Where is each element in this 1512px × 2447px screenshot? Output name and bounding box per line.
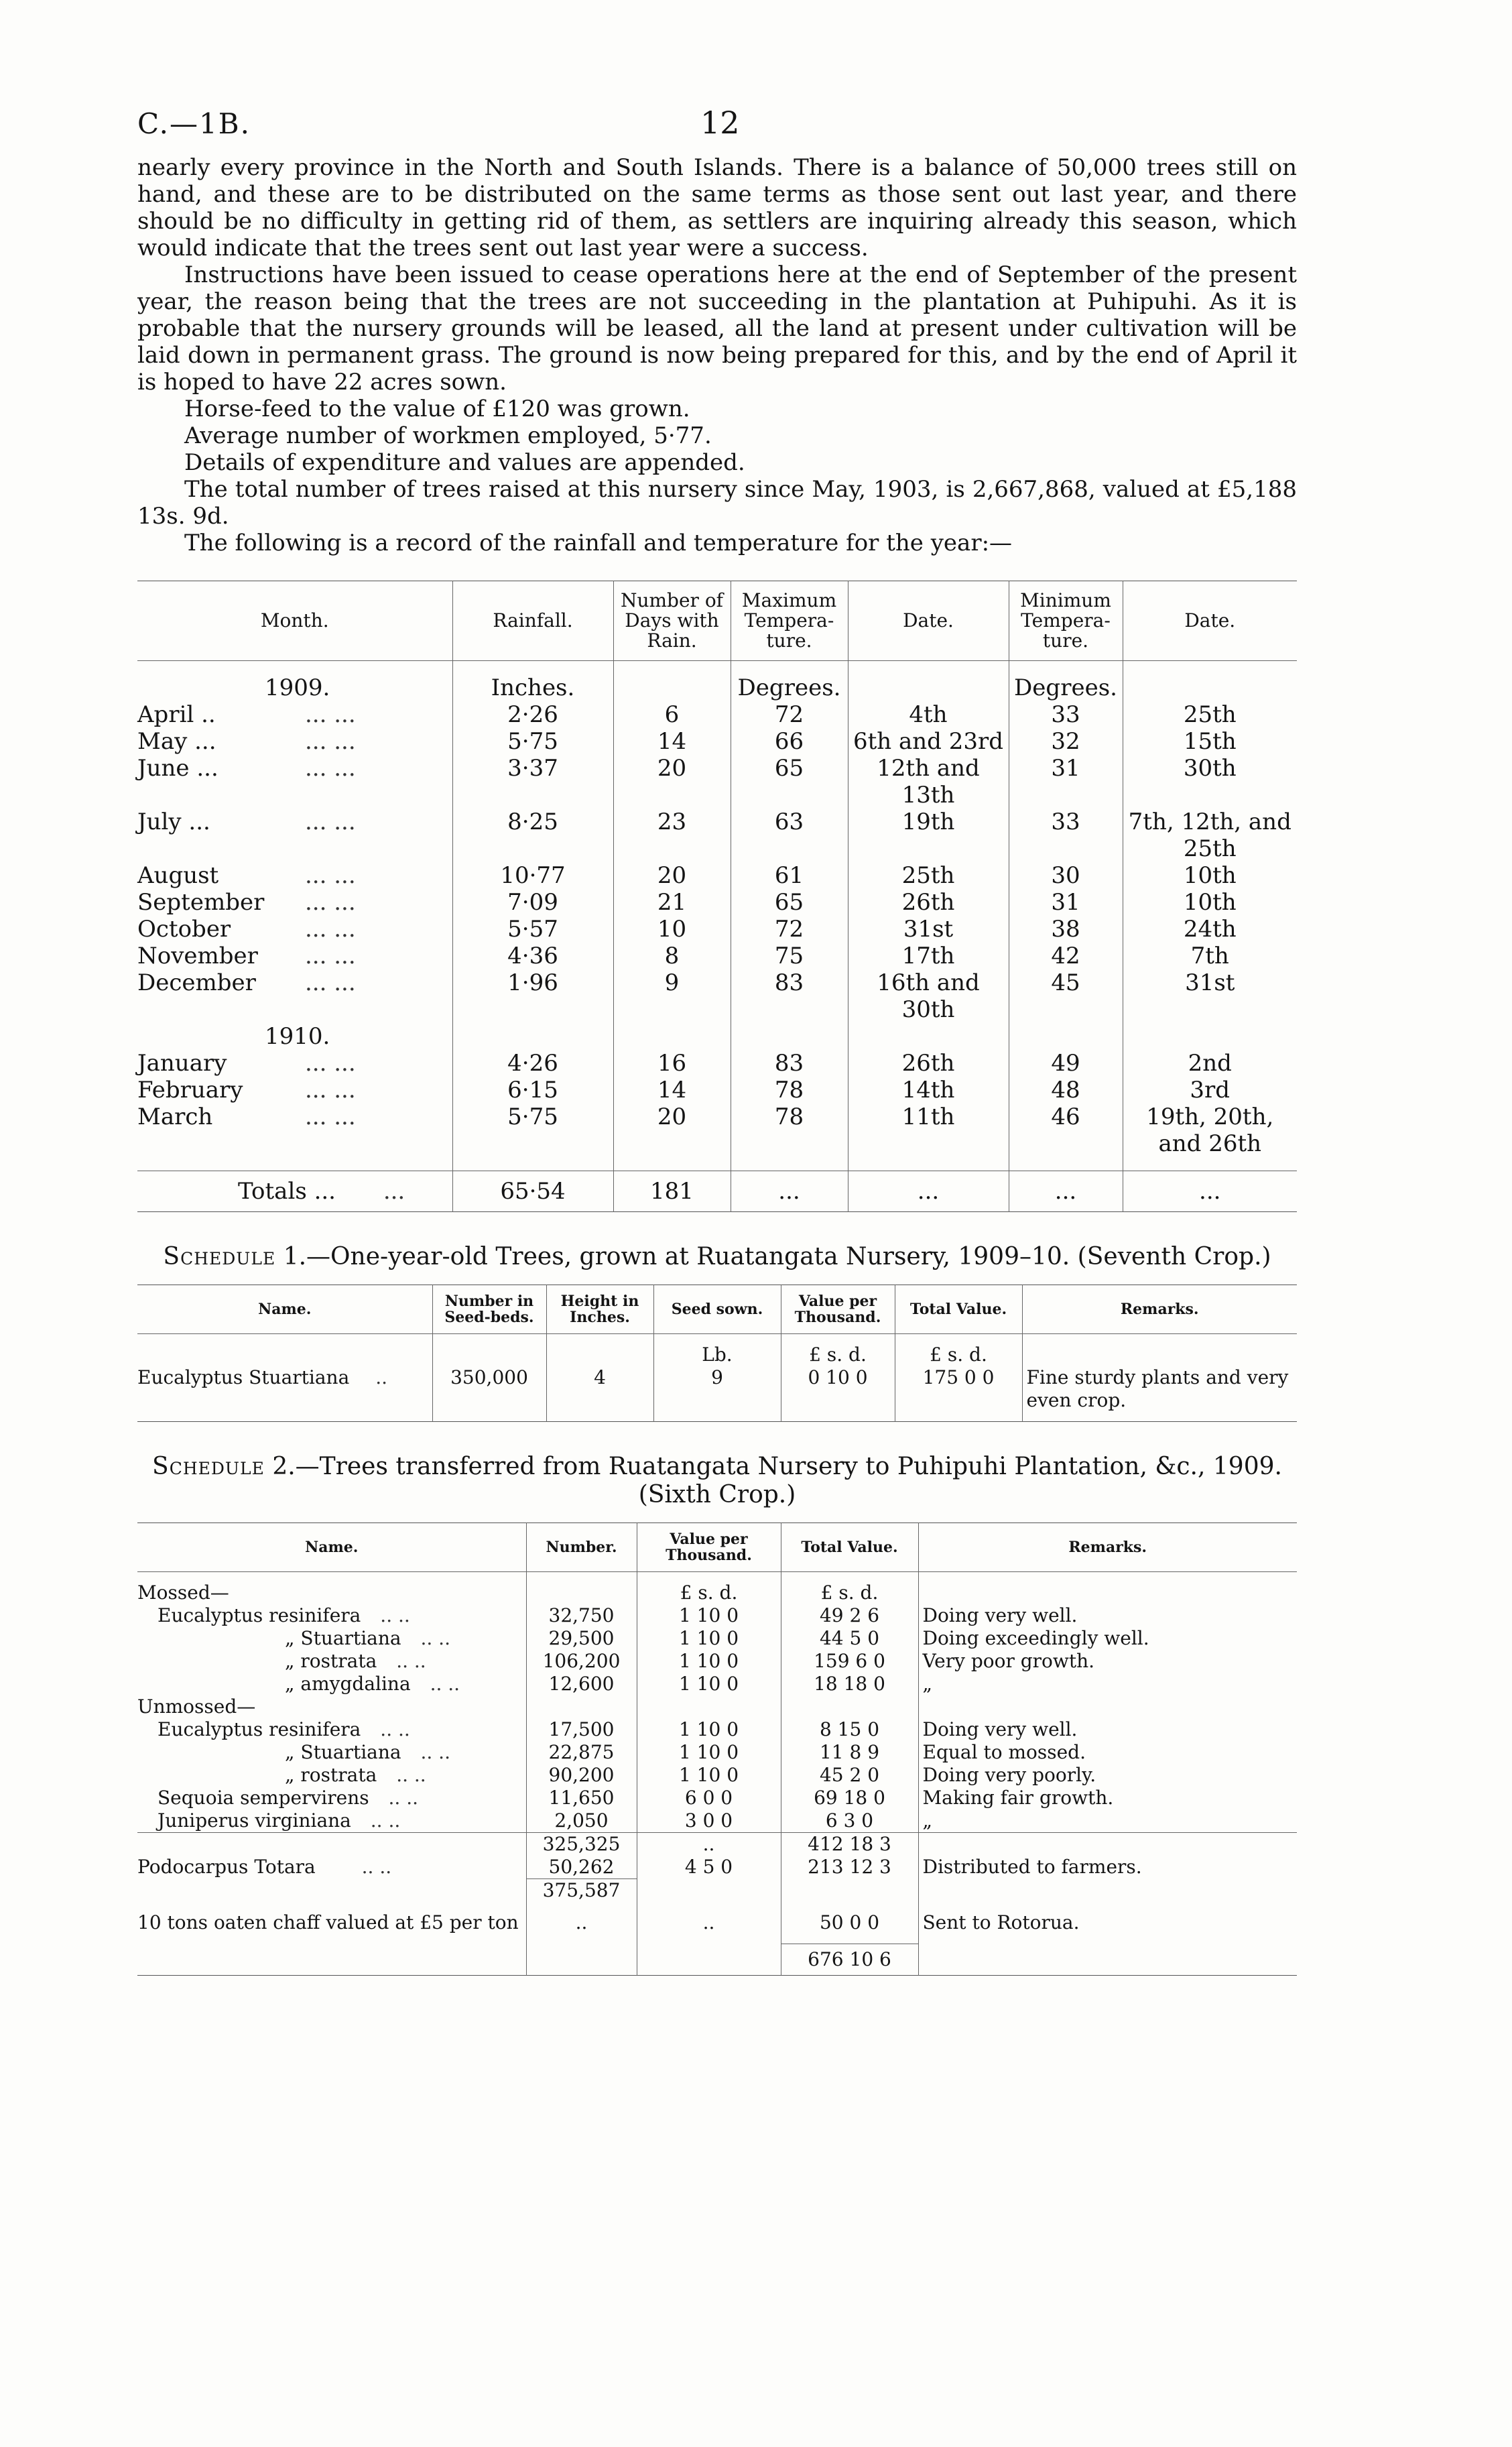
- max-date-cell: 31st: [848, 916, 1009, 943]
- min-date-cell: 3rd: [1123, 1077, 1297, 1103]
- rainfall-table: [137, 581, 1297, 1212]
- rainfall-cell: 5·75: [452, 728, 613, 755]
- document-page: [137, 101, 1297, 1976]
- group-unmossed: Unmossed—: [137, 1695, 256, 1718]
- table-row: [137, 1650, 1297, 1673]
- tree-total: 11 8 9: [781, 1741, 918, 1764]
- chaff-name: 10 tons oaten chaff valued at £5 per ton: [137, 1911, 519, 1933]
- tree-total: 159 6 0: [781, 1650, 918, 1673]
- schedule1-header-row: [137, 1285, 1297, 1334]
- min-temp-cell: 46: [1009, 1103, 1123, 1157]
- paragraph-2: Instructions have been issued to cease operations here at the end of September of the present year, the reason being that the trees are not succeeding in the plantation at Puhipuhi. As it is probable that the nursery grounds will be leased, all the land at present under cultivation will be laid down in permanent grass. The ground is now being prepared for this, and by the end of April it is hoped to have 22 acres sown.: [137, 261, 1297, 396]
- max-date-cell: 6th and 23rd: [848, 728, 1009, 755]
- year-row-1909: [137, 674, 1297, 701]
- s1-header-total: Total Value.: [895, 1285, 1022, 1334]
- min-date-cell: 31st: [1123, 969, 1297, 1023]
- unit-degrees: Degrees.: [731, 674, 848, 701]
- chaff-row: [137, 1911, 1297, 1934]
- s1-header-seed: Seed sown.: [653, 1285, 781, 1334]
- year-row-1910: [137, 1023, 1297, 1050]
- max-date-cell: 25th: [848, 862, 1009, 889]
- podocarpus-total: 213 12 3: [781, 1856, 918, 1879]
- grand-total: 676 10 6: [781, 1944, 918, 1976]
- rainfall-header-row: [137, 581, 1297, 661]
- month-cell: November ... ...: [137, 943, 356, 969]
- rainfall-cell: 5·75: [452, 1103, 613, 1157]
- table-row: [137, 1050, 1297, 1077]
- paragraph-1: nearly every province in the North and South Islands. There is a balance of 50,000 trees still on hand, and these are to be distributed on the same terms as those sent out last year, and there should be no difficulty in getting rid of them, as settlers are inquiring already this season, which would indicate that the trees sent out last year were a success.: [137, 154, 1297, 261]
- tree-name: Eucalyptus resinifera .. ..: [158, 1604, 410, 1626]
- days-cell: 6: [613, 701, 731, 728]
- tree-value: 1 10 0: [637, 1627, 781, 1650]
- total-min-date: ...: [1123, 1171, 1297, 1212]
- unit-lsd: £ s. d.: [781, 1581, 918, 1604]
- rainfall-cell: 3·37: [452, 755, 613, 809]
- tree-total: 18 18 0: [781, 1673, 918, 1695]
- table-row: [137, 1077, 1297, 1103]
- max-temp-cell: 72: [731, 916, 848, 943]
- table-row: [137, 889, 1297, 916]
- s1-header-value: Value per Thousand.: [781, 1285, 895, 1334]
- rainfall-cell: 4·26: [452, 1050, 613, 1077]
- unit-lsd: £ s. d.: [895, 1344, 1022, 1366]
- tree-value: 1 10 0: [637, 1650, 781, 1673]
- schedule2-table: [137, 1523, 1297, 1976]
- tree-name: „ Stuartiana .. ..: [285, 1741, 450, 1763]
- tree-value: 1 10 0: [637, 1718, 781, 1741]
- tree-name: „ rostrata .. ..: [285, 1650, 426, 1672]
- min-temp-cell: 33: [1009, 809, 1123, 862]
- s2-header-remarks: Remarks.: [918, 1523, 1297, 1572]
- days-cell: 16: [613, 1050, 731, 1077]
- days-cell: 21: [613, 889, 731, 916]
- month-cell: July ... ... ...: [137, 809, 356, 835]
- tree-total: 44 5 0: [781, 1627, 918, 1650]
- min-temp-cell: 32: [1009, 728, 1123, 755]
- min-date-cell: 30th: [1123, 755, 1297, 809]
- tree-value: 1 10 0: [637, 1673, 781, 1695]
- s2-header-name: Name.: [137, 1523, 526, 1572]
- s1-seed: 9: [653, 1366, 781, 1412]
- tree-value: 6 0 0: [637, 1787, 781, 1809]
- max-date-cell: 14th: [848, 1077, 1009, 1103]
- tree-name: „ Stuartiana .. ..: [285, 1627, 450, 1649]
- document-reference: C.—1B.: [137, 107, 251, 140]
- days-cell: 10: [613, 916, 731, 943]
- s1-remarks: Fine sturdy plants and very even crop.: [1022, 1366, 1297, 1412]
- header-max-date: Date.: [848, 581, 1009, 661]
- table-row: [137, 809, 1297, 862]
- days-cell: 20: [613, 755, 731, 809]
- rainfall-cell: 7·09: [452, 889, 613, 916]
- table-row: [137, 755, 1297, 809]
- s1-header-number: Number in Seed-beds.: [432, 1285, 546, 1334]
- month-cell: December ... ...: [137, 969, 356, 996]
- rainfall-cell: 8·25: [452, 809, 613, 862]
- min-date-cell: 10th: [1123, 889, 1297, 916]
- header-min-date: Date.: [1123, 581, 1297, 661]
- month-cell: May ... ... ...: [137, 728, 356, 755]
- max-temp-cell: 75: [731, 943, 848, 969]
- tree-remarks: Equal to mossed.: [918, 1741, 1297, 1764]
- tree-remarks: Doing very well.: [918, 1604, 1297, 1627]
- max-temp-cell: 83: [731, 1050, 848, 1077]
- max-temp-cell: 78: [731, 1103, 848, 1157]
- table-row: [137, 1787, 1297, 1809]
- unmossed-rows: [137, 1718, 1297, 1833]
- header-rainfall: Rainfall.: [452, 581, 613, 661]
- tree-name: „ rostrata .. ..: [285, 1764, 426, 1786]
- max-temp-cell: 83: [731, 969, 848, 1023]
- min-date-cell: 24th: [1123, 916, 1297, 943]
- s1-value: 0 10 0: [781, 1366, 895, 1412]
- podocarpus-row: [137, 1856, 1297, 1879]
- days-cell: 14: [613, 1077, 731, 1103]
- max-temp-cell: 72: [731, 701, 848, 728]
- total-days: 181: [613, 1171, 731, 1212]
- tree-remarks: Doing very well.: [918, 1718, 1297, 1741]
- min-date-cell: 10th: [1123, 862, 1297, 889]
- min-temp-cell: 42: [1009, 943, 1123, 969]
- max-temp-cell: 61: [731, 862, 848, 889]
- max-date-cell: 4th: [848, 701, 1009, 728]
- chaff-total: 50 0 0: [781, 1911, 918, 1934]
- rainfall-cell: 5·57: [452, 916, 613, 943]
- tree-remarks: Doing very poorly.: [918, 1764, 1297, 1787]
- tree-name: Juniperus virginiana .. ..: [158, 1809, 401, 1832]
- min-temp-cell: 31: [1009, 755, 1123, 809]
- totals-label: Totals ... ...: [137, 1171, 452, 1212]
- rows-1910: [137, 1050, 1297, 1157]
- table-row: [137, 1366, 1297, 1412]
- max-date-cell: 26th: [848, 889, 1009, 916]
- max-temp-cell: 78: [731, 1077, 848, 1103]
- schedule1-units-row: [137, 1344, 1297, 1366]
- chaff-remarks: Sent to Rotorua.: [918, 1911, 1297, 1934]
- tree-number: 90,200: [526, 1764, 637, 1787]
- rainfall-cell: 6·15: [452, 1077, 613, 1103]
- tree-remarks: „: [918, 1673, 1297, 1695]
- year-label: 1909.: [265, 674, 330, 701]
- max-date-cell: 26th: [848, 1050, 1009, 1077]
- month-cell: February ... ...: [137, 1077, 356, 1103]
- s1-header-remarks: Remarks.: [1022, 1285, 1297, 1334]
- s1-name: Eucalyptus Stuartiana ..: [137, 1366, 387, 1388]
- days-cell: 23: [613, 809, 731, 862]
- header-days: Number of Days with Rain.: [613, 581, 731, 661]
- total-max-date: ...: [848, 1171, 1009, 1212]
- page-number: 12: [700, 105, 740, 141]
- max-date-cell: 12th and 13th: [848, 755, 1009, 809]
- tree-number: 12,600: [526, 1673, 637, 1695]
- min-date-cell: 7th, 12th, and 25th: [1123, 809, 1297, 862]
- podocarpus-value: 4 5 0: [637, 1856, 781, 1879]
- table-row: [137, 916, 1297, 943]
- subtotal-row-1: [137, 1833, 1297, 1856]
- podocarpus-name: Podocarpus Totara .. ..: [137, 1856, 392, 1878]
- chaff-value: ..: [637, 1911, 781, 1934]
- group-mossed: Mossed—: [137, 1581, 229, 1604]
- year-label: 1910.: [265, 1023, 330, 1050]
- header-min-temp: Minimum Tempera- ture.: [1009, 581, 1123, 661]
- header-max-temp: Maximum Tempera- ture.: [731, 581, 848, 661]
- tree-number: 22,875: [526, 1741, 637, 1764]
- total-max: ...: [731, 1171, 848, 1212]
- unit-lb: Lb.: [653, 1344, 781, 1366]
- table-row: [137, 943, 1297, 969]
- month-cell: April .. ... ...: [137, 701, 356, 728]
- table-row: [137, 1673, 1297, 1695]
- days-cell: 20: [613, 862, 731, 889]
- tree-total: 69 18 0: [781, 1787, 918, 1809]
- min-date-cell: 7th: [1123, 943, 1297, 969]
- table-row: [137, 701, 1297, 728]
- grand-total-row: [137, 1944, 1297, 1976]
- subtotal-row-2: [137, 1879, 1297, 1903]
- tree-value: 1 10 0: [637, 1741, 781, 1764]
- tree-number: 11,650: [526, 1787, 637, 1809]
- total-rainfall: 65·54: [452, 1171, 613, 1212]
- group-unmossed-row: [137, 1695, 1297, 1718]
- min-date-cell: 15th: [1123, 728, 1297, 755]
- table-row: [137, 1627, 1297, 1650]
- schedule2-header-row: [137, 1523, 1297, 1572]
- month-cell: March ... ...: [137, 1103, 356, 1130]
- tree-remarks: „: [918, 1809, 1297, 1833]
- max-temp-cell: 65: [731, 755, 848, 809]
- rainfall-cell: 4·36: [452, 943, 613, 969]
- min-temp-cell: 33: [1009, 701, 1123, 728]
- days-cell: 9: [613, 969, 731, 1023]
- podocarpus-number: 50,262: [526, 1856, 637, 1879]
- schedule2-units-row: [137, 1581, 1297, 1604]
- paragraph-5: Details of expenditure and values are appended.: [184, 449, 745, 476]
- min-temp-cell: 30: [1009, 862, 1123, 889]
- schedule1-table: [137, 1285, 1297, 1422]
- mossed-rows: [137, 1604, 1297, 1695]
- table-row: [137, 862, 1297, 889]
- tree-value: 1 10 0: [637, 1604, 781, 1627]
- subtotal-number-2: 375,587: [526, 1879, 637, 1903]
- table-row: [137, 1604, 1297, 1627]
- s2-header-total: Total Value.: [781, 1523, 918, 1572]
- max-date-cell: 16th and 30th: [848, 969, 1009, 1023]
- tree-value: 3 0 0: [637, 1809, 781, 1833]
- tree-total: 6 3 0: [781, 1809, 918, 1833]
- rainfall-cell: 10·77: [452, 862, 613, 889]
- tree-number: 17,500: [526, 1718, 637, 1741]
- s1-header-height: Height in Inches.: [546, 1285, 653, 1334]
- tree-value: 1 10 0: [637, 1764, 781, 1787]
- rows-1909: [137, 701, 1297, 1023]
- paragraph-6: The total number of trees raised at this nursery since May, 1903, is 2,667,868, valued at £5,188 13s. 9d.: [137, 476, 1297, 530]
- schedule1-title: Schedule 1.—One-year-old Trees, grown at Ruatangata Nursery, 1909–10. (Seventh Crop.): [163, 1243, 1271, 1270]
- max-temp-cell: 65: [731, 889, 848, 916]
- days-cell: 8: [613, 943, 731, 969]
- rainfall-cell: 2·26: [452, 701, 613, 728]
- days-cell: 14: [613, 728, 731, 755]
- table-row: [137, 969, 1297, 1023]
- rainfall-cell: 1·96: [452, 969, 613, 1023]
- table-row: [137, 1103, 1297, 1157]
- days-cell: 20: [613, 1103, 731, 1157]
- tree-remarks: Making fair growth.: [918, 1787, 1297, 1809]
- table-row: [137, 1764, 1297, 1787]
- tree-number: 32,750: [526, 1604, 637, 1627]
- min-temp-cell: 38: [1009, 916, 1123, 943]
- subtotal-total: 412 18 3: [781, 1833, 918, 1856]
- chaff-number: ..: [526, 1911, 637, 1934]
- min-temp-cell: 31: [1009, 889, 1123, 916]
- max-temp-cell: 63: [731, 809, 848, 862]
- max-date-cell: 17th: [848, 943, 1009, 969]
- tree-total: 49 2 6: [781, 1604, 918, 1627]
- tree-total: 45 2 0: [781, 1764, 918, 1787]
- paragraph-3: Horse-feed to the value of £120 was grown.: [184, 396, 690, 422]
- tree-remarks: Very poor growth.: [918, 1650, 1297, 1673]
- max-temp-cell: 66: [731, 728, 848, 755]
- month-cell: August ... ...: [137, 862, 356, 889]
- page-header: [137, 101, 1297, 154]
- min-temp-cell: 48: [1009, 1077, 1123, 1103]
- podocarpus-remarks: Distributed to farmers.: [918, 1856, 1297, 1879]
- min-date-cell: 2nd: [1123, 1050, 1297, 1077]
- schedule2-title: Schedule 2.—Trees transferred from Ruatangata Nursery to Puhipuhi Plantation, &c., 1909. (Sixth Crop.): [152, 1453, 1282, 1508]
- max-date-cell: 19th: [848, 809, 1009, 862]
- month-cell: September ... ...: [137, 889, 356, 916]
- tree-name: Eucalyptus resinifera .. ..: [158, 1718, 410, 1740]
- tree-total: 8 15 0: [781, 1718, 918, 1741]
- s1-header-name: Name.: [137, 1285, 432, 1334]
- s1-number: 350,000: [432, 1366, 546, 1412]
- min-temp-cell: 45: [1009, 969, 1123, 1023]
- min-date-cell: 25th: [1123, 701, 1297, 728]
- min-temp-cell: 49: [1009, 1050, 1123, 1077]
- total-min: ...: [1009, 1171, 1123, 1212]
- s2-header-value: Value per Thousand.: [637, 1523, 781, 1572]
- subtotal-number: 325,325: [526, 1833, 637, 1856]
- unit-degrees: Degrees.: [1009, 674, 1123, 701]
- tree-name: „ amygdalina .. ..: [285, 1673, 460, 1695]
- table-row: [137, 1741, 1297, 1764]
- min-date-cell: 19th, 20th, and 26th: [1123, 1103, 1297, 1157]
- table-row: [137, 1718, 1297, 1741]
- table-row: [137, 1809, 1297, 1833]
- max-date-cell: 11th: [848, 1103, 1009, 1157]
- s1-height: 4: [546, 1366, 653, 1412]
- month-cell: January ... ...: [137, 1050, 356, 1077]
- tree-number: 29,500: [526, 1627, 637, 1650]
- header-month: Month.: [137, 581, 452, 661]
- table-row: [137, 728, 1297, 755]
- subtotal-value: ..: [637, 1833, 781, 1856]
- tree-remarks: Doing exceedingly well.: [918, 1627, 1297, 1650]
- totals-row: [137, 1171, 1297, 1212]
- unit-lsd: £ s. d.: [781, 1344, 895, 1366]
- tree-number: 2,050: [526, 1809, 637, 1833]
- s2-header-number: Number.: [526, 1523, 637, 1572]
- s1-total: 175 0 0: [895, 1366, 1022, 1412]
- tree-number: 106,200: [526, 1650, 637, 1673]
- paragraph-7: The following is a record of the rainfall and temperature for the year:—: [184, 530, 1013, 556]
- unit-lsd: £ s. d.: [637, 1581, 781, 1604]
- month-cell: June ... ... ...: [137, 755, 356, 782]
- paragraph-4: Average number of workmen employed, 5·77.: [184, 422, 712, 449]
- unit-inches: Inches.: [452, 674, 613, 701]
- month-cell: October ... ...: [137, 916, 356, 943]
- tree-name: Sequoia sempervirens .. ..: [158, 1787, 419, 1809]
